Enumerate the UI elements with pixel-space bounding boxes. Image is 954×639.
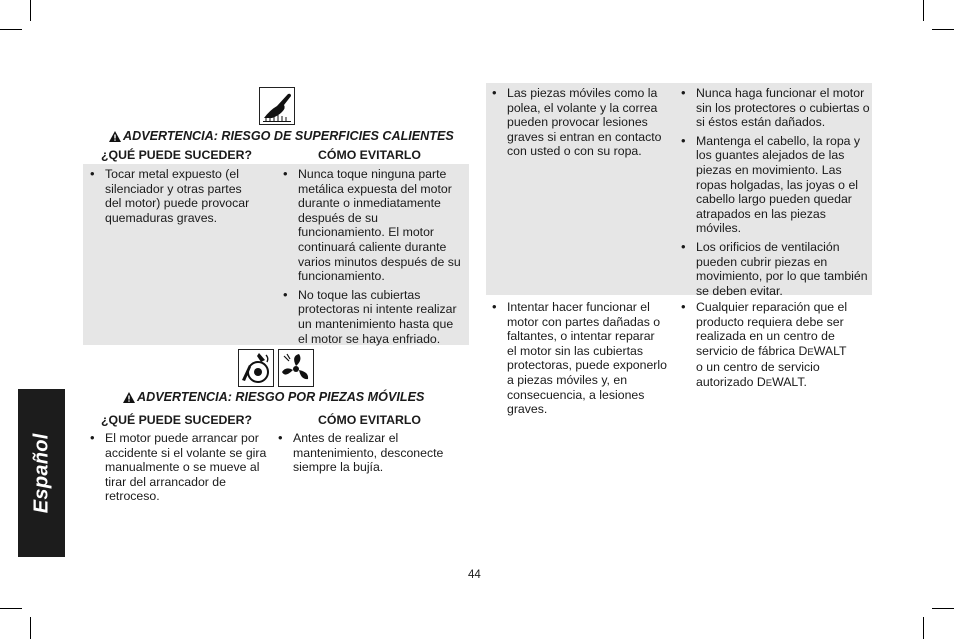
right-row1-what-list [491, 86, 667, 163]
hot-warning-title [109, 129, 454, 144]
list-item: • Mantenga el cabello, la ropa y los guantes alejados de las piezas en movimiento. Las ropas holgadas, las joyas o el cabello largo pueden quedar atrapados en las piezas móviles. [680, 134, 870, 236]
crop-mark [30, 0, 31, 21]
right-row2-what-list [491, 300, 667, 421]
right-row1-how-list [680, 86, 870, 302]
list-item: • Nunca haga funcionar el motor sin los protectores o cubiertas o si éstos están dañados. [680, 86, 870, 130]
crop-mark [932, 29, 954, 30]
hot-surface-hand-icon [259, 87, 295, 125]
list-item: • Tocar metal expuesto (el silenciador y otras partes del motor) puede provocar quemaduras graves. [89, 167, 261, 225]
hot-col-what: ¿QUÉ PUEDE SUCEDER? [101, 148, 252, 162]
hot-how-list [282, 167, 466, 350]
fan-blade-icon [278, 349, 314, 387]
language-tab-label: Español [30, 433, 53, 513]
crop-mark [0, 608, 22, 609]
moving-what-list [89, 431, 269, 508]
list-item: • Las piezas móviles como la polea, el volante y la correa pueden provocar lesiones graves si entran en contacto con usted o con su ropa. [491, 86, 667, 159]
list-item: • Intentar hacer funcionar el motor con partes dañadas o faltantes, o intentar reparar el motor sin las cubiertas protectoras, puede exponerlo a piezas móviles y, en consecuencia, a lesiones graves. [491, 300, 667, 417]
moving-warning-title [123, 390, 424, 405]
language-tab [18, 389, 65, 557]
list-item: • Antes de realizar el mantenimiento, desconecte siempre la bujía. [277, 431, 453, 475]
hot-what-list [89, 167, 261, 229]
moving-how-list [277, 431, 453, 479]
moving-col-how: CÓMO EVITARLO [318, 413, 421, 427]
list-item: • Cualquier reparación que el producto requiera debe ser realizada en un centro de servicio de fábrica DEWALT o un centro de servicio autorizado DEWALT. [680, 300, 850, 392]
crop-mark [0, 29, 22, 30]
crop-mark [30, 617, 31, 639]
list-item: • El motor puede arrancar por accidente si el volante se gira manualmente o se mueve al tirar del arrancador de retroceso. [89, 431, 269, 504]
hot-col-how: CÓMO EVITARLO [318, 148, 421, 162]
page-number: 44 [468, 569, 481, 581]
crop-mark [932, 608, 954, 609]
moving-col-what: ¿QUÉ PUEDE SUCEDER? [101, 413, 252, 427]
list-item: • Nunca toque ninguna parte metálica expuesta del motor durante o inmediatamente después de su funcionamiento. El motor continuará caliente durante varios minutos después de su funcionamiento. [282, 167, 466, 284]
crop-mark [923, 0, 924, 21]
hot-warning-text: ADVERTENCIA: RIESGO DE SUPERFICIES CALIENTES [123, 129, 454, 143]
moving-warning-text: ADVERTENCIA: RIESGO POR PIEZAS MÓVILES [137, 390, 425, 404]
entanglement-hand-pulley-icon [238, 349, 274, 387]
crop-mark [923, 617, 924, 639]
right-row2-how-list [680, 300, 850, 396]
list-item: • No toque las cubiertas protectoras ni intente realizar un mantenimiento hasta que el motor se haya enfriado. [282, 288, 466, 346]
list-item: • Los orificios de ventilación pueden cubrir piezas en movimiento, por lo que también se deben evitar. [680, 240, 870, 298]
warning-triangle-icon [123, 392, 135, 403]
warning-triangle-icon [109, 131, 121, 142]
